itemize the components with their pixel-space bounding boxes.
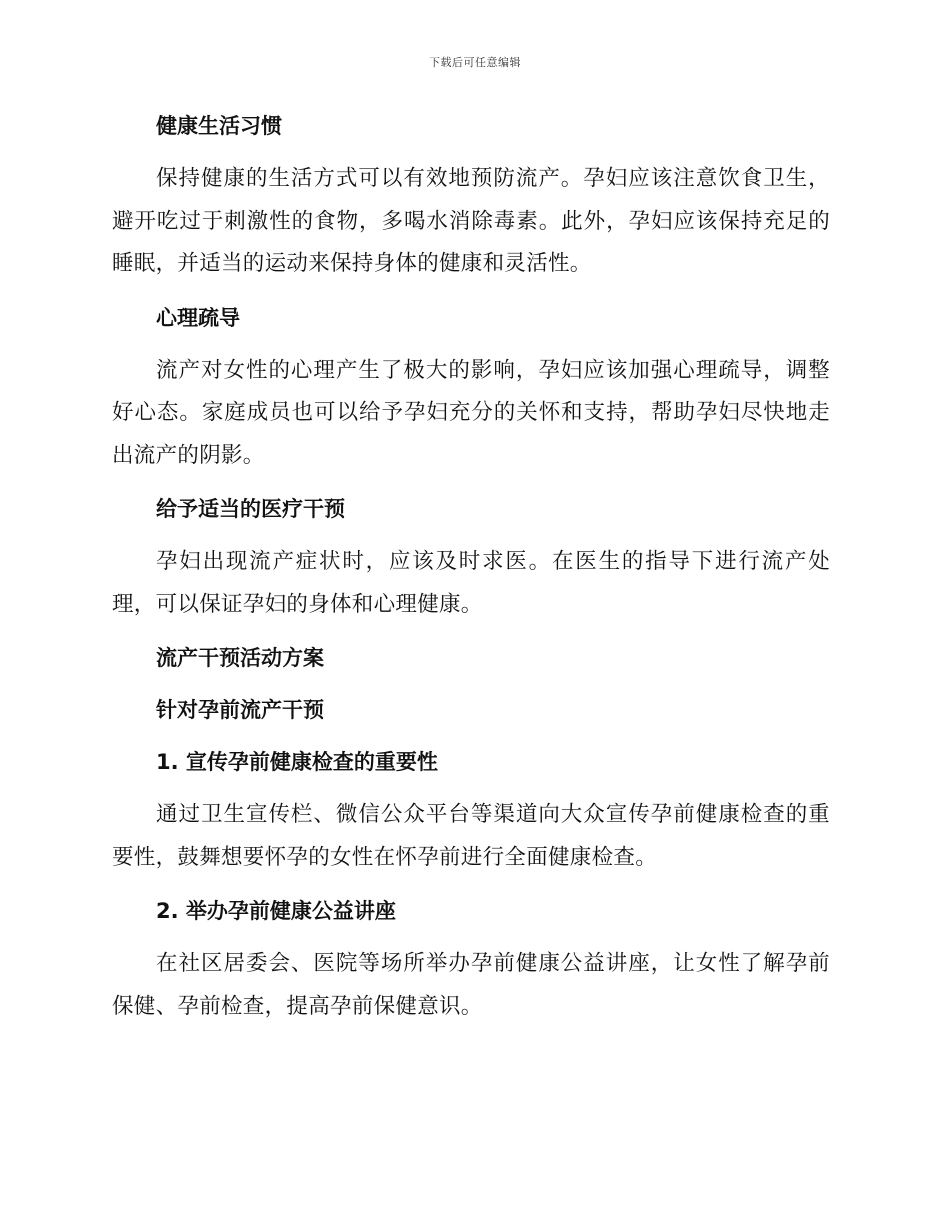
section-heading-item-2: 2. 举办孕前健康公益讲座 [156,899,396,923]
section-paragraph-medical-intervention: 孕妇出现流产症状时，应该及时求医。在医生的指导下进行流产处理，可以保证孕妇的身体和心理健康。 [112,549,830,617]
section-heading-healthy-habits: 健康生活习惯 [156,114,282,138]
section-paragraph-item-1: 通过卫生宣传栏、微信公众平台等渠道向大众宣传孕前健康检查的重要性，鼓舞想要怀孕的女性在怀孕前进行全面健康检查。 [112,802,830,870]
section-paragraph-counseling: 流产对女性的心理产生了极大的影响，孕妇应该加强心理疏导，调整好心态。家庭成员也可以给予孕妇充分的关怀和支持，帮助孕妇尽快地走出流产的阴影。 [112,357,830,468]
section-heading-medical-intervention: 给予适当的医疗干预 [156,497,345,521]
document-body [112,106,830,1028]
section-heading-prepregnancy: 针对孕前流产干预 [156,698,324,722]
section-heading-counseling: 心理疏导 [156,305,240,330]
section-heading-item-1: 1. 宣传孕前健康检查的重要性 [156,750,438,774]
header-note: 下载后可任意编辑 [429,56,521,69]
section-paragraph-item-2: 在社区居委会、医院等场所举办孕前健康公益讲座，让女性了解孕前保健、孕前检查，提高孕前保健意识。 [112,951,830,1019]
section-paragraph-healthy-habits: 保持健康的生活方式可以有效地预防流产。孕妇应该注意饮食卫生，避开吃过于刺激性的食物，多喝水消除毒素。此外，孕妇应该保持充足的睡眠，并适当的运动来保持身体的健康和灵活性。 [112,166,830,276]
section-heading-activity-plan: 流产干预活动方案 [156,646,324,670]
